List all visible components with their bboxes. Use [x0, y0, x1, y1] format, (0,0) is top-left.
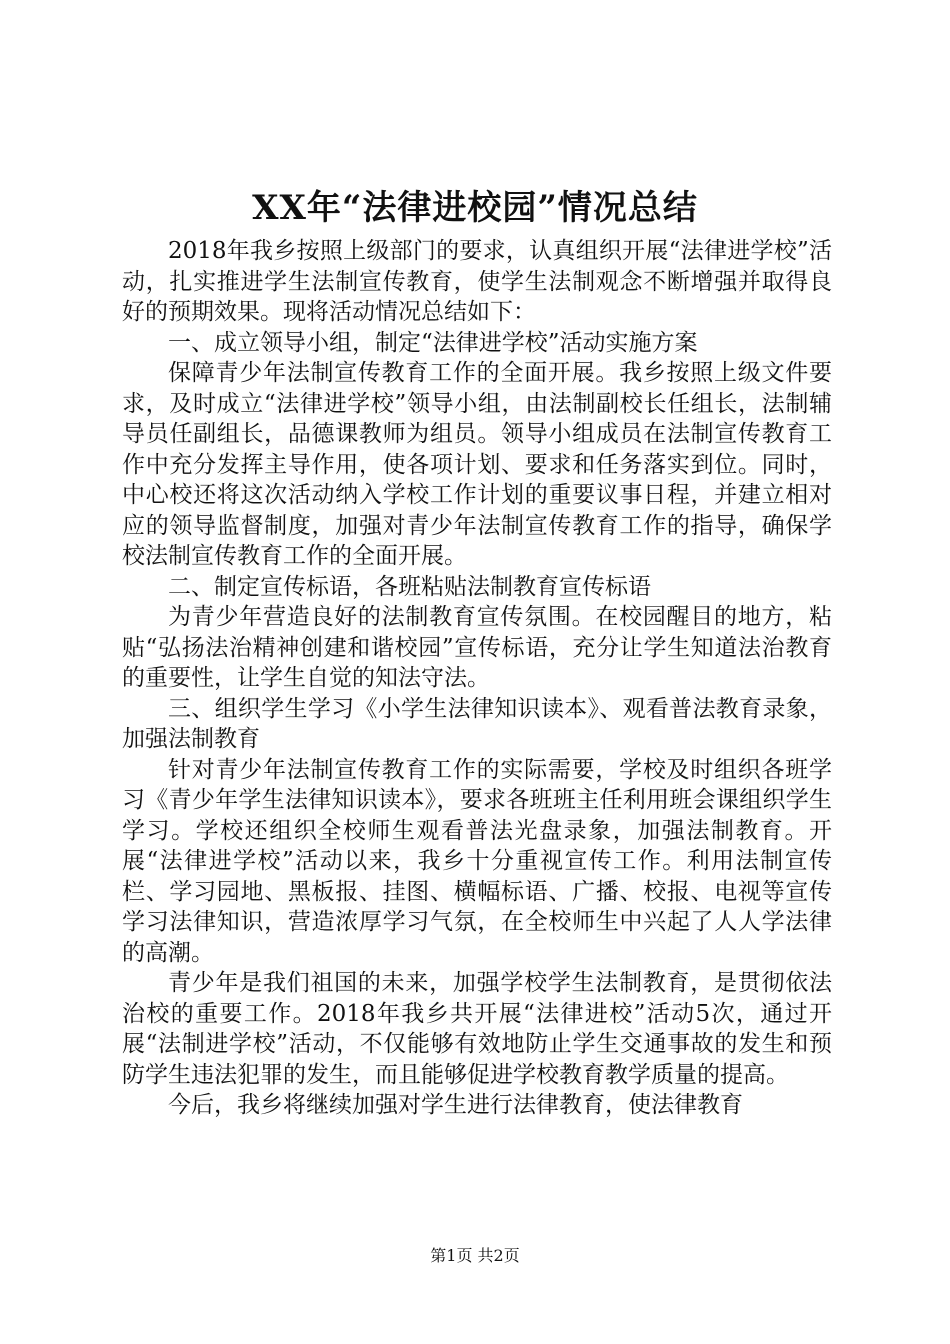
body-paragraph: 为青少年营造良好的法制教育宣传氛围。在校园醒目的地方，粘贴“弘扬法治精神创建和谐校园”宣传标语，充分让学生知道法治教育的重要性，让学生自觉的知法守法。 — [122, 604, 832, 691]
section-heading-2: 二、制定宣传标语，各班粘贴法制教育宣传标语 — [168, 573, 651, 600]
document-title: XX年“法律进校园”情况总结 — [252, 188, 698, 228]
section-heading-1: 一、成立领导小组，制定“法律进学校”活动实施方案 — [168, 329, 698, 356]
body-paragraph: 青少年是我们祖国的未来，加强学校学生法制教育，是贯彻依法治校的重要工作。2018年我乡共开展“法律进校”活动5次，通过开展“法制进学校”活动，不仅能够有效地防止学生交通事故的发生和预防学生违法犯罪的发生，而且能够促进学校教育教学质量的提高。 — [122, 970, 832, 1088]
body-paragraph: 保障青少年法制宣传教育工作的全面开展。我乡按照上级文件要求，及时成立“法律进学校”领导小组，由法制副校长任组长，法制辅导员任副组长，品德课教师为组员。领导小组成员在法制宣传教育工作中充分发挥主导作用，使各项计划、要求和任务落实到位。同时，中心校还将这次活动纳入学校工作计划的重要议事日程，并建立相对应的领导监督制度，加强对青少年法制宣传教育工作的指导，确保学校法制宣传教育工作的全面开展。 — [122, 360, 832, 569]
intro-paragraph: 2018年我乡按照上级部门的要求，认真组织开展“法律进学校”活动，扎实推进学生法制宣传教育，使学生法制观念不断增强并取得良好的预期效果。现将活动情况总结如下： — [122, 238, 832, 325]
body-paragraph: 今后，我乡将继续加强对学生进行法律教育，使法律教育 — [168, 1092, 743, 1118]
body-paragraph: 针对青少年法制宣传教育工作的实际需要，学校及时组织各班学习《青少年学生法律知识读本》，要求各班班主任利用班会课组织学生学习。学校还组织全校师生观看普法光盘录象，加强法制教育。开展“法律进学校”活动以来，我乡十分重视宣传工作。利用法制宣传栏、学习园地、黑板报、挂图、横幅标语、广播、校报、电视等宣传学习法律知识，营造浓厚学习气氛，在全校师生中兴起了人人学法律的高潮。 — [122, 756, 832, 966]
section-heading-3: 三、组织学生学习《小学生法律知识读本》、观看普法教育录象，加强法制教育 — [122, 695, 832, 752]
page-footer: 第1页 共2页 — [430, 1246, 520, 1265]
document-body — [122, 236, 832, 1121]
